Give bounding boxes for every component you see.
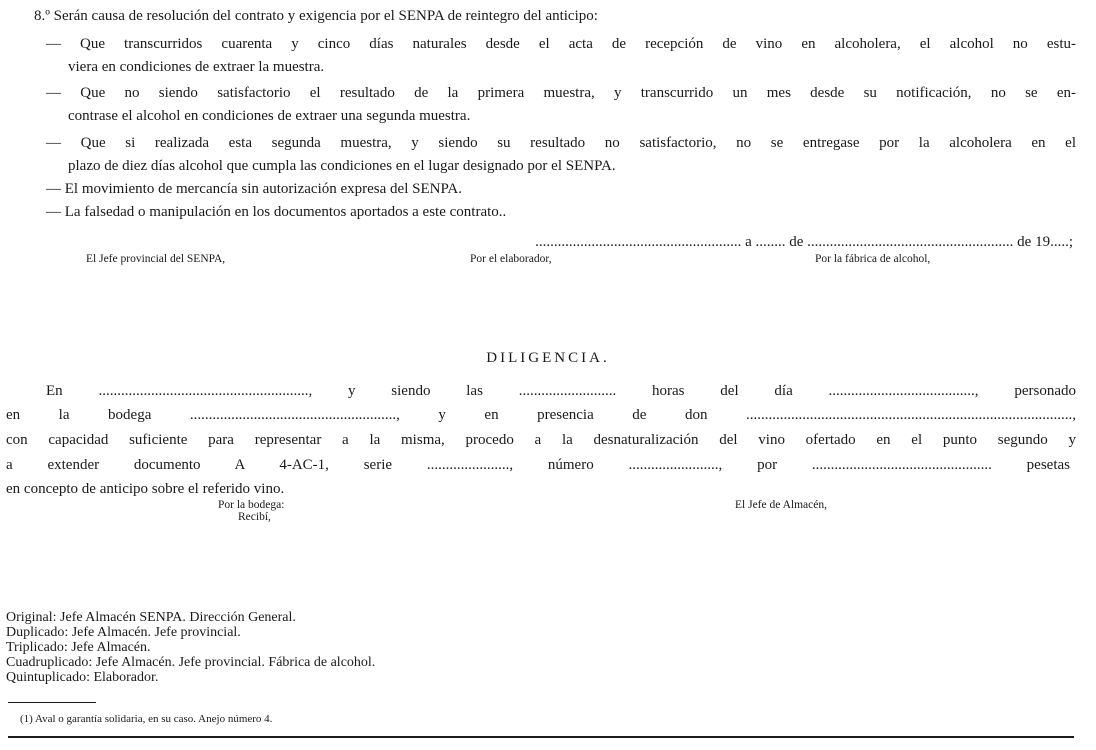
copy-quintuplicado: Quintuplicado: Elaborador. — [6, 670, 159, 685]
clause-item-3-line-2: plazo de diez días alcohol que cumpla las condiciones en el lugar designado por el SENPA. — [68, 158, 616, 174]
signature-fabrica-alcohol: Por la fábrica de alcohol, — [815, 253, 931, 265]
clause-item-3-line-1: — Que si realizada esta segunda muestra, y siendo su resultado no satisfactorio, no se entregase por la alcoholera en el — [46, 135, 1076, 151]
diligencia-line-4: a extender documento A 4-AC-1, serie ......................, número ........................, por ................................................ pesetas — [6, 457, 1070, 473]
footnote-separator — [8, 702, 96, 703]
signature-elaborador: Por el elaborador, — [470, 253, 552, 265]
copy-duplicado: Duplicado: Jefe Almacén. Jefe provincial. — [6, 625, 241, 640]
footnote: (1) Aval o garantía solidaria, en su caso. Anejo número 4. — [20, 713, 273, 725]
clause-item-2-line-2: contrase el alcohol en condiciones de extraer una segunda muestra. — [68, 108, 471, 124]
diligencia-line-5: en concepto de anticipo sobre el referido vino. — [6, 481, 285, 497]
bottom-rule — [8, 736, 1074, 738]
diligencia-line-2: en la bodega ......................................................., y en presencia de don ......................................................................................., — [6, 407, 1076, 423]
copy-original: Original: Jefe Almacén SENPA. Dirección General. — [6, 610, 296, 625]
signature-bodega: Por la bodega: — [218, 499, 285, 511]
copy-cuadruplicado: Cuadruplicado: Jefe Almacén. Jefe provincial. Fábrica de alcohol. — [6, 655, 376, 670]
clause-heading: 8.º Serán causa de resolución del contrato y exigencia por el SENPA de reintegro del anticipo: — [34, 8, 598, 24]
signature-jefe-provincial: El Jefe provincial del SENPA, — [86, 253, 226, 265]
clause-item-1-line-2: viera en condiciones de extraer la muestra. — [68, 59, 325, 75]
copy-triplicado: Triplicado: Jefe Almacén. — [6, 640, 151, 655]
diligencia-title: DILIGENCIA. — [486, 350, 610, 366]
clause-item-1-line-1: — Que transcurridos cuarenta y cinco días naturales desde el acta de recepción de vino en alcoholera, el alcohol no estu- — [46, 36, 1076, 52]
clause-item-4: — El movimiento de mercancía sin autorización expresa del SENPA. — [46, 181, 463, 197]
diligencia-line-1: En ........................................................, y siendo las .......................... horas del día ......................................., personado — [46, 383, 1076, 399]
clause-item-5: — La falsedad o manipulación en los documentos aportados a este contrato.. — [46, 204, 507, 220]
signature-recibi: Recibí, — [238, 511, 271, 523]
diligencia-line-3: con capacidad suficiente para representar a la misma, procedo a la desnaturalización del vino ofertado en el punto segundo y — [6, 432, 1076, 448]
date-line: ....................................................... a ........ de ....................................................... de 19.....; — [535, 234, 1073, 250]
clause-item-2-line-1: — Que no siendo satisfactorio el resultado de la primera muestra, y transcurrido un mes desde su notificación, no se en- — [46, 85, 1076, 101]
signature-jefe-almacen: El Jefe de Almacén, — [735, 499, 827, 511]
